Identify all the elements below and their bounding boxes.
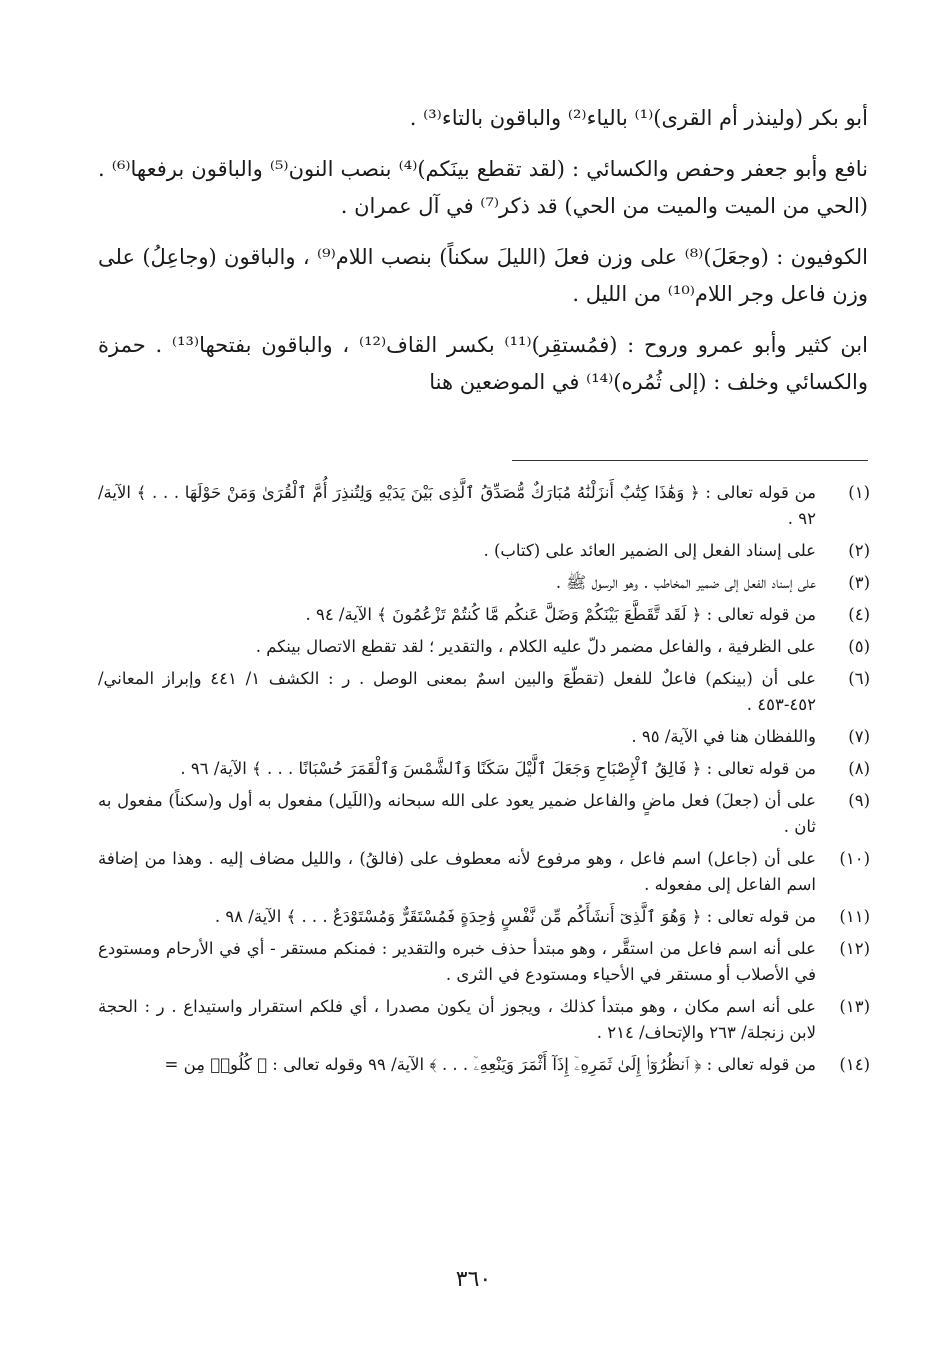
footnote-number: (٣)	[848, 573, 870, 592]
footnote-number: (٩)	[848, 791, 870, 810]
footnote-8	[98, 756, 870, 782]
footnote-number: (١)	[848, 483, 870, 502]
page-number: ٣٦٠	[455, 1267, 492, 1292]
footnote-5	[98, 634, 870, 660]
footnote-text: من قوله تعالى : ﴿ ٱنظُرُوٓا۟ إِلَىٰ ثَمَرِهِۦٓ إِذَآ أَثْمَرَ وَيَنْعِهِۦٓ . . . ﴾ الآية/ ٩٩ وقوله تعالى : ﴿ كُلُوا۟ مِن =	[164, 1055, 816, 1074]
main-paragraph-3: الكوفيون : (وجعَلَ)⁽⁸⁾ على وزن فعلَ (الليلَ سكناً) بنصب اللام⁽⁹⁾ ، والباقون (وجاعِلُ) على وزن فاعل وجر اللام⁽¹⁰⁾ من الليل .	[98, 245, 869, 306]
footnote-number: (١٣)	[839, 997, 870, 1016]
footnote-number: (٢)	[848, 541, 870, 560]
footnote-9	[98, 788, 870, 840]
footnote-text: على الظرفية ، والفاعل مضمر دلّ عليه الكلام ، والتقدير ؛ لقد تقطع الاتصال بينكم .	[255, 637, 816, 656]
footnote-1	[98, 480, 870, 532]
main-paragraph-1: أبو بكر (ولينذر أم القرى)⁽¹⁾ بالياء⁽²⁾ والباقون بالتاء⁽³⁾ .	[409, 106, 868, 130]
footnote-number: (٧)	[848, 727, 870, 746]
footnote-text: على إسناد الفعل إلى الضمير العائد على (كتاب) .	[483, 541, 816, 560]
footnote-text: على أنه اسم فاعل من استقَّر ، وهو مبتدأ حذف خبره والتقدير : فمنكم مستقر - أي في الأرحام ومستودع في الأصلاب أو مستقر في الأحياء ومستودع في الثرى .	[98, 939, 816, 984]
footnote-4	[98, 602, 870, 628]
footnote-number: (٦)	[848, 669, 870, 688]
footnote-text: من قوله تعالى : ﴿ لَقَد تَّقَطَّعَ بَيْنَكُمْ وَضَلَّ عَنكُم مَّا كُنتُمْ تَزْعُمُونَ ﴾ الآية/ ٩٤ .	[305, 605, 816, 624]
footnote-text: من قوله تعالى : ﴿ وَهُوَ ٱلَّذِىٓ أَنشَأَكُم مِّن نَّفْسٍ وَٰحِدَةٍ فَمُسْتَقَرٌّ وَمُسْتَوْدَعٌ . . . ﴾ الآية/ ٩٨ .	[214, 907, 816, 926]
main-paragraph-2: نافع وأبو جعفر وحفص والكسائي : (لقد تقطع بينَكم)⁽⁴⁾ بنصب النون⁽⁵⁾ والباقون برفعها⁽⁶⁾ . (الحي من الميت والميت من الحي) قد ذكر⁽⁷⁾ في آل عمران .	[98, 157, 868, 218]
footnote-6	[98, 666, 870, 718]
footnote-text: من قوله تعالى : ﴿ فَالِقُ ٱلْإِصْبَاحِ وَجَعَلَ ٱلَّيْلَ سَكَنًا وَٱلشَّمْسَ وَٱلْقَمَرَ حُسْبَانًا . . . ﴾ الآية/ ٩٦ .	[180, 759, 816, 778]
footnote-number: (٨)	[848, 759, 870, 778]
footnote-10	[98, 846, 870, 898]
footnote-text: واللفظان هنا في الآية/ ٩٥ .	[631, 727, 816, 746]
footnote-separator	[512, 460, 868, 461]
footnote-13	[98, 994, 870, 1046]
footnote-14	[98, 1052, 870, 1078]
footnote-text: على أن (بينكم) فاعلٌ للفعل (تقطّعَ والبين اسمٌ بمعنى الوصل . ر : الكشف ١/ ٤٤١ وإبراز المعاني/ ٤٥٢-٤٥٣ .	[98, 669, 816, 714]
footnote-text: على أنه اسم مكان ، وهو مبتدأ كذلك ، ويجوز أن يكون مصدرا ، أي فلكم استقرار واستيداع . ر : الحجة لابن زنجلة/ ٢٦٣ والإتحاف/ ٢١٤ .	[98, 997, 816, 1042]
footnote-3	[98, 570, 870, 596]
footnote-text: على إسناد الفعل إلى ضمير المخاطب . وهو الرسول ﷺ .	[555, 573, 816, 592]
footnote-text: على أن (جعلَ) فعل ماضٍ والفاعل ضمير يعود على الله سبحانه و(اللَيل) مفعول به أول و(سكناً) مفعول به ثان .	[98, 791, 816, 836]
main-paragraph-4: ابن كثير وأبو عمرو وروح : (فمُستقِر)⁽¹¹⁾ بكسر القاف⁽¹²⁾ ، والباقون بفتحها⁽¹³⁾ . حمزة والكسائي وخلف : (إلى ثُمُره)⁽¹⁴⁾ في الموضعين هنا	[98, 333, 868, 394]
footnote-text: من قوله تعالى : ﴿ وَهَٰذَا كِتَٰبٌ أَنزَلْنَٰهُ مُبَارَكٌ مُّصَدِّقُ ٱلَّذِى بَيْنَ يَدَيْهِ وَلِتُنذِرَ أُمَّ ٱلْقُرَىٰ وَمَنْ حَوْلَهَا . . . ﴾ الآية/ ٩٢ .	[98, 483, 816, 528]
footnote-2	[98, 538, 870, 564]
footnotes	[98, 480, 870, 1084]
footnote-number: (١٠)	[839, 849, 870, 868]
footnote-number: (١٤)	[839, 1055, 870, 1074]
footnote-11	[98, 904, 870, 930]
footnote-7	[98, 724, 870, 750]
footnote-number: (١١)	[839, 907, 870, 926]
main-text	[98, 100, 868, 415]
footnote-12	[98, 936, 870, 988]
footnote-number: (٥)	[848, 637, 870, 656]
footnote-number: (٤)	[848, 605, 870, 624]
footnote-text: على أن (جاعل) اسم فاعل ، وهو مرفوع لأنه معطوف على (فالقُ) ، والليل مضاف إليه . وهذا من إضافة اسم الفاعل إلى مفعوله .	[98, 849, 816, 894]
footnote-number: (١٢)	[839, 939, 870, 958]
